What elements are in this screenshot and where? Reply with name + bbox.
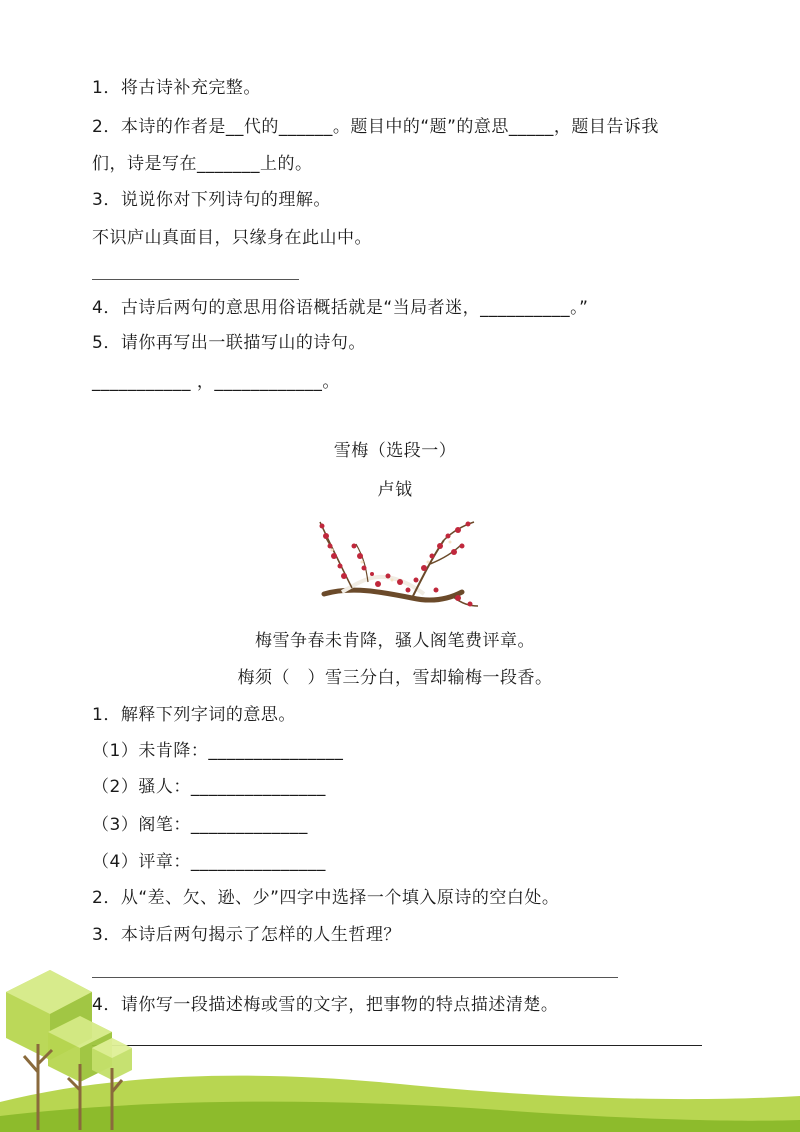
- poem-author: 卢钺: [377, 480, 413, 500]
- question-3: 3．说说你对下列诗句的理解。: [92, 190, 331, 210]
- question-2-4: 4．请你写一段描述梅或雪的文字，把事物的特点描述清楚。: [92, 995, 559, 1015]
- question-2-1: 1．解释下列字词的意思。: [92, 705, 296, 725]
- poem-title: 雪梅（选段一）: [333, 441, 457, 461]
- vocab-item: （2）骚人：_______________: [92, 777, 326, 797]
- poem-line-1: 梅雪争春未肯降，骚人阁笔费评章。: [255, 631, 535, 651]
- answer-line[interactable]: [92, 279, 299, 280]
- question-2-line1: 2．本诗的作者是__代的______。题目中的“题”的意思_____，题目告诉我: [92, 117, 659, 137]
- question-2-3: 3．本诗后两句揭示了怎样的人生哲理？: [92, 925, 401, 945]
- question-4: 4．古诗后两句的意思用俗语概括就是“当局者迷，__________。”: [92, 298, 589, 318]
- question-2-2: 2．从“差、欠、逊、少”四字中选择一个填入原诗的空白处。: [92, 888, 560, 908]
- plum-blossom-branch-icon: [312, 508, 482, 612]
- question-5: 5．请你再写出一联描写山的诗句。: [92, 333, 366, 353]
- question-1: 1．将古诗补充完整。: [92, 78, 261, 98]
- vocab-item: （4）评章：_______________: [92, 852, 326, 872]
- vocab-item: （3）阁笔：_____________: [92, 815, 308, 835]
- poem-line-2: 梅须（ ）雪三分白，雪却输梅一段香。: [237, 668, 553, 688]
- question-2-line2: 们，诗是写在_______上的。: [92, 154, 313, 174]
- poem-verse-lushan: 不识庐山真面目，只缘身在此山中。: [92, 228, 372, 248]
- landscape-decoration: [0, 952, 800, 1132]
- vocab-item: （1）未肯降：_______________: [92, 741, 344, 761]
- question-5-blank: ___________ ，____________。: [92, 372, 340, 392]
